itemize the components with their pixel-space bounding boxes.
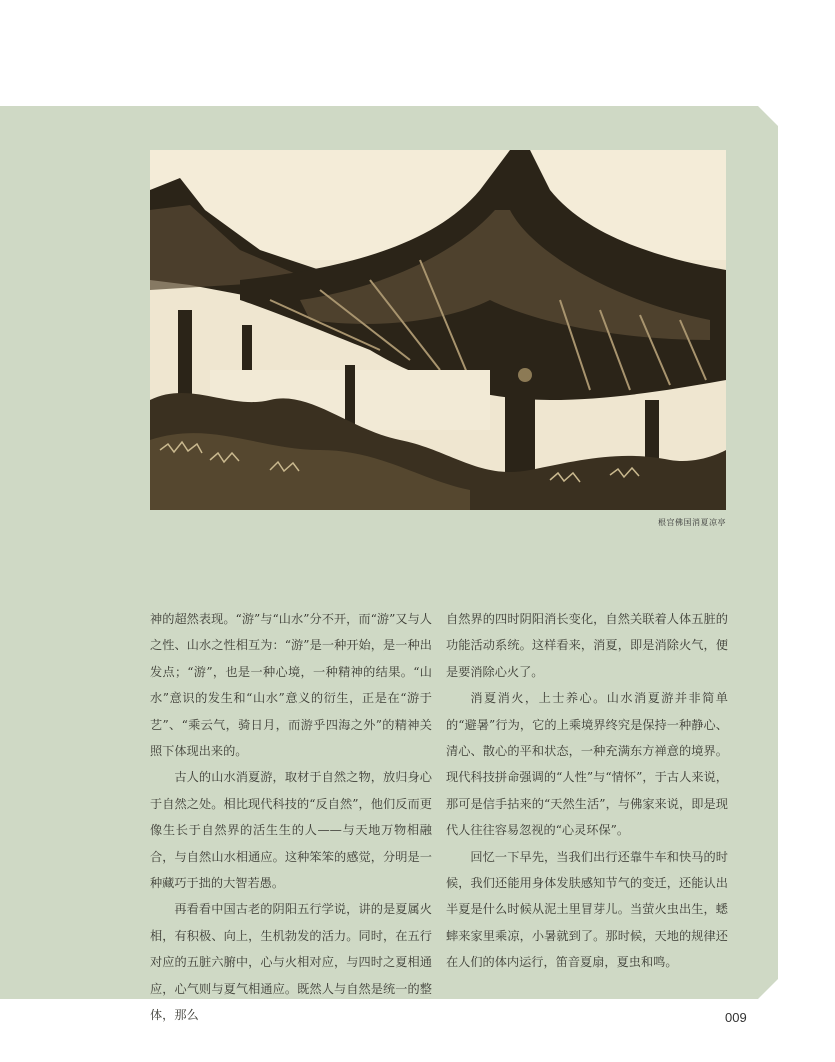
paragraph: 神的超然表现。“游”与“山水”分不开，而“游”又与人之性、山水之性相互为：“游”是一种开始，是一种出发点；“游”，也是一种心境，一种精神的结果。“山水”意识的发生和“山水”意义的衍生，正是在“游于艺”、“乘云气，骑日月，而游乎四海之外”的精神关照下体现出来的。	[150, 612, 432, 759]
paragraph: 古人的山水消夏游，取材于自然之物，放归身心于自然之处。相比现代科技的“反自然”，他们反而更像生长于自然界的活生生的人——与天地万物相融合，与自然山水相通应。这种笨笨的感觉，分明是一种藏巧于拙的大智若愚。	[150, 770, 432, 891]
paragraph: 回忆一下早先，当我们出行还靠牛车和快马的时候，我们还能用身体发肤感知节气的变迁，还能认出半夏是什么时候从泥土里冒芽儿。当萤火虫出生，蟋蟀来家里乘凉，小暑就到了。那时候，天地的规律还在人们的体内运行，笛音夏扇，夏虫和鸣。	[446, 849, 728, 970]
pavilion-photo	[150, 150, 726, 510]
paragraph: 自然界的四时阴阳消长变化，自然关联着人体五脏的功能活动系统。这样看来，消夏，即是消除火气，便是要消除心火了。	[446, 612, 728, 679]
text-column-left	[150, 606, 432, 1029]
text-column-right	[446, 606, 728, 976]
paragraph: 再看看中国古老的阴阳五行学说，讲的是夏属火相，有积极、向上，生机勃发的活力。同时，在五行对应的五脏六腑中，心与火相对应，与四时之夏相通应，心气则与夏气相通应。既然人与自然是统一的整体，那么	[150, 902, 432, 1023]
photo-caption: 根宫佛国消夏凉亭	[658, 518, 726, 527]
page-number: 009	[725, 1010, 747, 1025]
paragraph: 消夏消火，上士养心。山水消夏游并非简单的“避暑”行为，它的上乘境界终究是保持一种静心、清心、散心的平和状态，一种充满东方禅意的境界。现代科技拼命强调的“人性”与“情怀”，于古人来说，那可是信手拈来的“天然生活”，与佛家来说，即是现代人往往容易忽视的“心灵环保”。	[446, 691, 728, 838]
